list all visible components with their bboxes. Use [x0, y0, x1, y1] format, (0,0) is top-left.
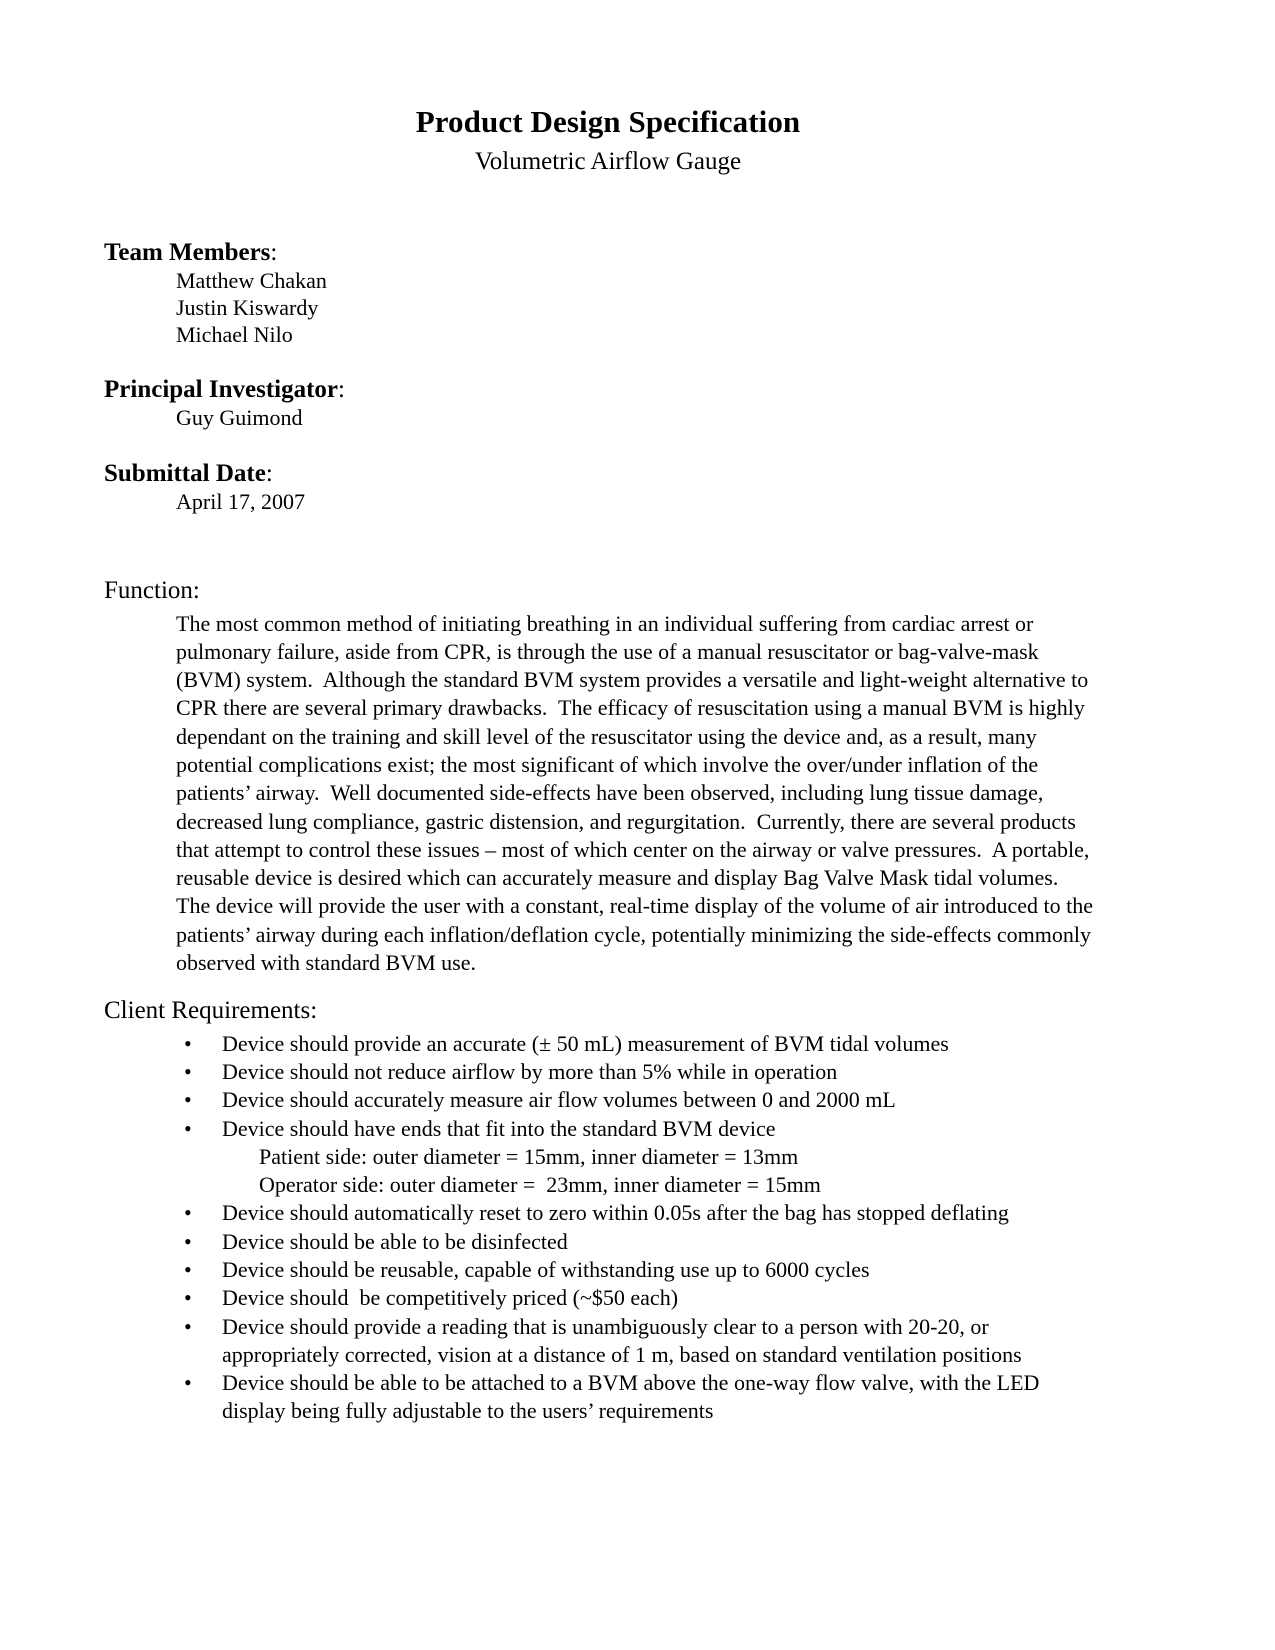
bullet-icon: •: [184, 1030, 192, 1056]
list-item: [104, 1284, 1112, 1312]
spacer: [104, 977, 1112, 997]
principal-investigator-heading-text: Principal Investigator: [104, 376, 339, 404]
list-item: [104, 1058, 1112, 1086]
spacer: [104, 177, 1112, 239]
team-members-heading-colon: :: [270, 238, 278, 266]
submittal-date-value: April 17, 2007: [176, 488, 305, 514]
principal-investigator-heading: [104, 376, 1112, 404]
client-requirements-list: [104, 1030, 1112, 1426]
team-members-heading: [104, 239, 1112, 267]
list-item-label: Device should provide an accurate (± 50 mL) measurement of BVM tidal volumes: [222, 1030, 949, 1056]
list-item-label: Device should be able to be disinfected: [222, 1228, 568, 1254]
list-item: [104, 1115, 1112, 1143]
list-item: [104, 1199, 1112, 1227]
submittal-date-heading-colon: :: [265, 459, 273, 487]
principal-investigator-section: [104, 376, 1112, 431]
list-item-label: Device should be able to be attached to a BVM above the one-way flow valve, with the LED display being fully adjustable to the users’ requirements: [222, 1370, 1045, 1424]
spacer: [104, 515, 1112, 577]
list-item-label: Device should not reduce airflow by more than 5% while in operation: [222, 1059, 838, 1085]
list-item: [104, 1256, 1112, 1284]
list-item-sub-line: Patient side: outer diameter = 15mm, inner diameter = 13mm: [259, 1143, 799, 1169]
list-item-label: Device should automatically reset to zero within 0.05s after the bag has stopped deflating: [222, 1200, 1009, 1226]
list-item-label: Device should accurately measure air flow volumes between 0 and 2000 mL: [222, 1087, 896, 1113]
function-section: [104, 577, 1112, 977]
list-item: [104, 1030, 1112, 1058]
bullet-icon: •: [184, 1115, 192, 1141]
list-item-label: Device should be reusable, capable of withstanding use up to 6000 cycles: [222, 1256, 870, 1282]
bullet-icon: •: [184, 1256, 192, 1282]
list-item-label: Device should provide a reading that is unambiguously clear to a person with 20-20, or appropriately corrected, vision at a distance of 1 m, based on standard ventilation positions: [222, 1313, 1022, 1367]
function-heading: Function:: [104, 576, 200, 604]
bullet-icon: •: [184, 1370, 192, 1396]
team-members-section: [104, 239, 1112, 349]
team-members-heading-text: Team Members: [104, 238, 271, 266]
list-item-label: Device should be competitively priced (~$50 each): [222, 1285, 679, 1311]
spacer: [104, 348, 1112, 376]
submittal-date-heading-text: Submittal Date: [104, 459, 266, 487]
function-paragraph: The most common method of initiating breathing in an individual suffering from cardiac arrest or pulmonary failure, aside from CPR, is through the use of a manual resuscitator or bag-valve-mask (BVM) system. Although the standard BVM system provides a versatile and light-weight alternative to CPR there are several primary drawbacks. The efficacy of resuscitation using a manual BVM is highly dependant on the training and skill level of the resuscitator using the device and, as a result, many potential complications exist; the most significant of which involve the over/under inflation of the patients’ airway. Well documented side-effects have been observed, including lung tissue damage, decreased lung compliance, gastric distension, and regurgitation. Currently, there are several products that attempt to control these issues – most of which center on the airway or valve pressures. A portable, reusable device is desired which can accurately measure and display Bag Valve Mask tidal volumes. The device will provide the user with a constant, real-time display of the volume of air introduced to the patients’ airway during each inflation/deflation cycle, potentially minimizing the side-effects commonly observed with standard BVM use.: [176, 610, 1099, 975]
bullet-icon: •: [184, 1285, 192, 1311]
page-subtitle: Volumetric Airflow Gauge: [474, 147, 742, 175]
page-title: Product Design Specification: [415, 104, 801, 139]
principal-investigator-name: Guy Guimond: [176, 405, 303, 431]
list-item-label: Device should have ends that fit into the standard BVM device: [222, 1115, 776, 1141]
team-member-name: Matthew Chakan: [176, 267, 327, 293]
list-item: [104, 1086, 1112, 1114]
submittal-date-section: [104, 460, 1112, 515]
bullet-icon: •: [184, 1087, 192, 1113]
list-item: [104, 1369, 1112, 1426]
team-member-name: Justin Kiswardy: [176, 294, 319, 320]
submittal-date-heading: [104, 460, 1112, 488]
list-item: [104, 1228, 1112, 1256]
bullet-icon: •: [184, 1313, 192, 1339]
team-member-name: Michael Nilo: [176, 322, 293, 348]
bullet-icon: •: [184, 1059, 192, 1085]
spacer: [104, 432, 1112, 460]
principal-investigator-heading-colon: :: [338, 376, 345, 404]
bullet-icon: •: [184, 1228, 192, 1254]
client-requirements-heading: Client Requirements:: [104, 997, 318, 1025]
list-item: [104, 1313, 1112, 1370]
client-requirements-section: [104, 997, 1112, 1425]
bullet-icon: •: [184, 1200, 192, 1226]
list-item-sub-line: Operator side: outer diameter = 23mm, inner diameter = 15mm: [259, 1172, 821, 1198]
